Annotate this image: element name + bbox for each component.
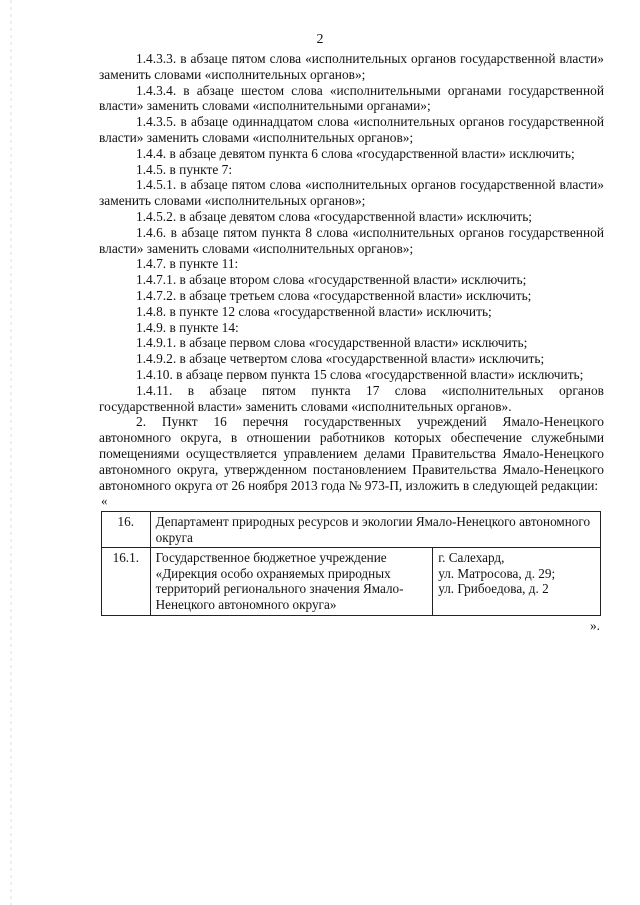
paragraph-1-4-4: 1.4.4. в абзаце девятом пункта 6 слова «государственной власти» исключить;: [136, 145, 575, 161]
paragraph-2: 2. Пункт 16 перечня государственных учреждений Ямало-Ненецкого автономного округа, в отношении работников которых обеспечение служебными помещениями осуществляется управлением делами Правительства Ямало-Ненецкого автономного округа, утвержденном постановлением Правительства Ямало-Ненецкого автономного округа от 26 ноября 2013 года № 973-П, изложить в следующей редакции:: [99, 414, 604, 493]
paragraph-1-4-3-5: 1.4.3.5. в абзаце одиннадцатом слова «исполнительных органов государственной власти» заменить словами «исполнительных органов»;: [99, 114, 604, 145]
address-line: ул. Грибоедова, д. 2: [438, 581, 549, 597]
inserted-table: [101, 511, 601, 616]
paragraph-1-4-9-2: 1.4.9.2. в абзаце четвертом слова «государственной власти» исключить;: [136, 351, 545, 367]
paragraph-1-4-10: 1.4.10. в абзаце первом пункта 15 слова «государственной власти» исключить;: [136, 366, 584, 382]
paragraph-1-4-7-2: 1.4.7.2. в абзаце третьем слова «государственной власти» исключить;: [136, 287, 532, 303]
paragraph-1-4-3-4: 1.4.3.4. в абзаце шестом слова «исполнительными органами государственной власти» заменить словами «исполнительными органами»;: [99, 82, 604, 114]
closing-quote: ».: [589, 617, 600, 633]
paragraph-1-4-5: 1.4.5. в пункте 7:: [136, 161, 233, 177]
table-row: [102, 548, 601, 615]
institution-address: [433, 548, 601, 615]
opening-quote: «: [101, 493, 108, 509]
department-name: Департамент природных ресурсов и экологии Ямало-Ненецкого автономного округа: [150, 512, 600, 548]
paragraph-1-4-7: 1.4.7. в пункте 11:: [136, 256, 239, 272]
paragraph-1-4-9: 1.4.9. в пункте 14:: [136, 319, 239, 335]
paragraph-1-4-9-1: 1.4.9.1. в абзаце первом слова «государственной власти» исключить;: [136, 335, 528, 351]
address-line: ул. Матросова, д. 29;: [438, 565, 556, 581]
institution-name: Государственное бюджетное учреждение «Дирекция особо охраняемых природных территорий регионального значения Ямало-Ненецкого автономного округа»: [150, 548, 433, 615]
paragraph-1-4-5-1: 1.4.5.1. в абзаце пятом слова «исполнительных органов государственной власти» заменить словами «исполнительных органов»;: [99, 177, 604, 209]
paragraph-1-4-5-2: 1.4.5.2. в абзаце девятом слова «государственной власти» исключить;: [136, 208, 533, 224]
paragraph-1-4-3-3: 1.4.3.3. в абзаце пятом слова «исполнительных органов государственной власти» заменить словами «исполнительных органов»;: [99, 51, 604, 82]
row-number: 16.: [102, 512, 151, 548]
row-number: 16.1.: [102, 548, 151, 615]
paragraph-1-4-11: 1.4.11. в абзаце пятом пункта 17 слова «исполнительных органов государственной власти» заменить словами «исполнительных органов».: [99, 382, 604, 414]
address-line: г. Салехард,: [438, 550, 505, 566]
paragraph-1-4-7-1: 1.4.7.1. в абзаце втором слова «государственной власти» исключить;: [136, 272, 527, 288]
table-row: [102, 512, 601, 548]
scan-margin-artifact: [10, 0, 12, 905]
paragraph-1-4-8: 1.4.8. в пункте 12 слова «государственной власти» исключить;: [136, 303, 492, 319]
page-number: 2: [316, 32, 324, 47]
paragraph-1-4-6: 1.4.6. в абзаце пятом пункта 8 слова «исполнительных органов государственной власти» заменить словами «исполнительных органов»;: [99, 224, 604, 256]
document-body: [99, 51, 604, 633]
